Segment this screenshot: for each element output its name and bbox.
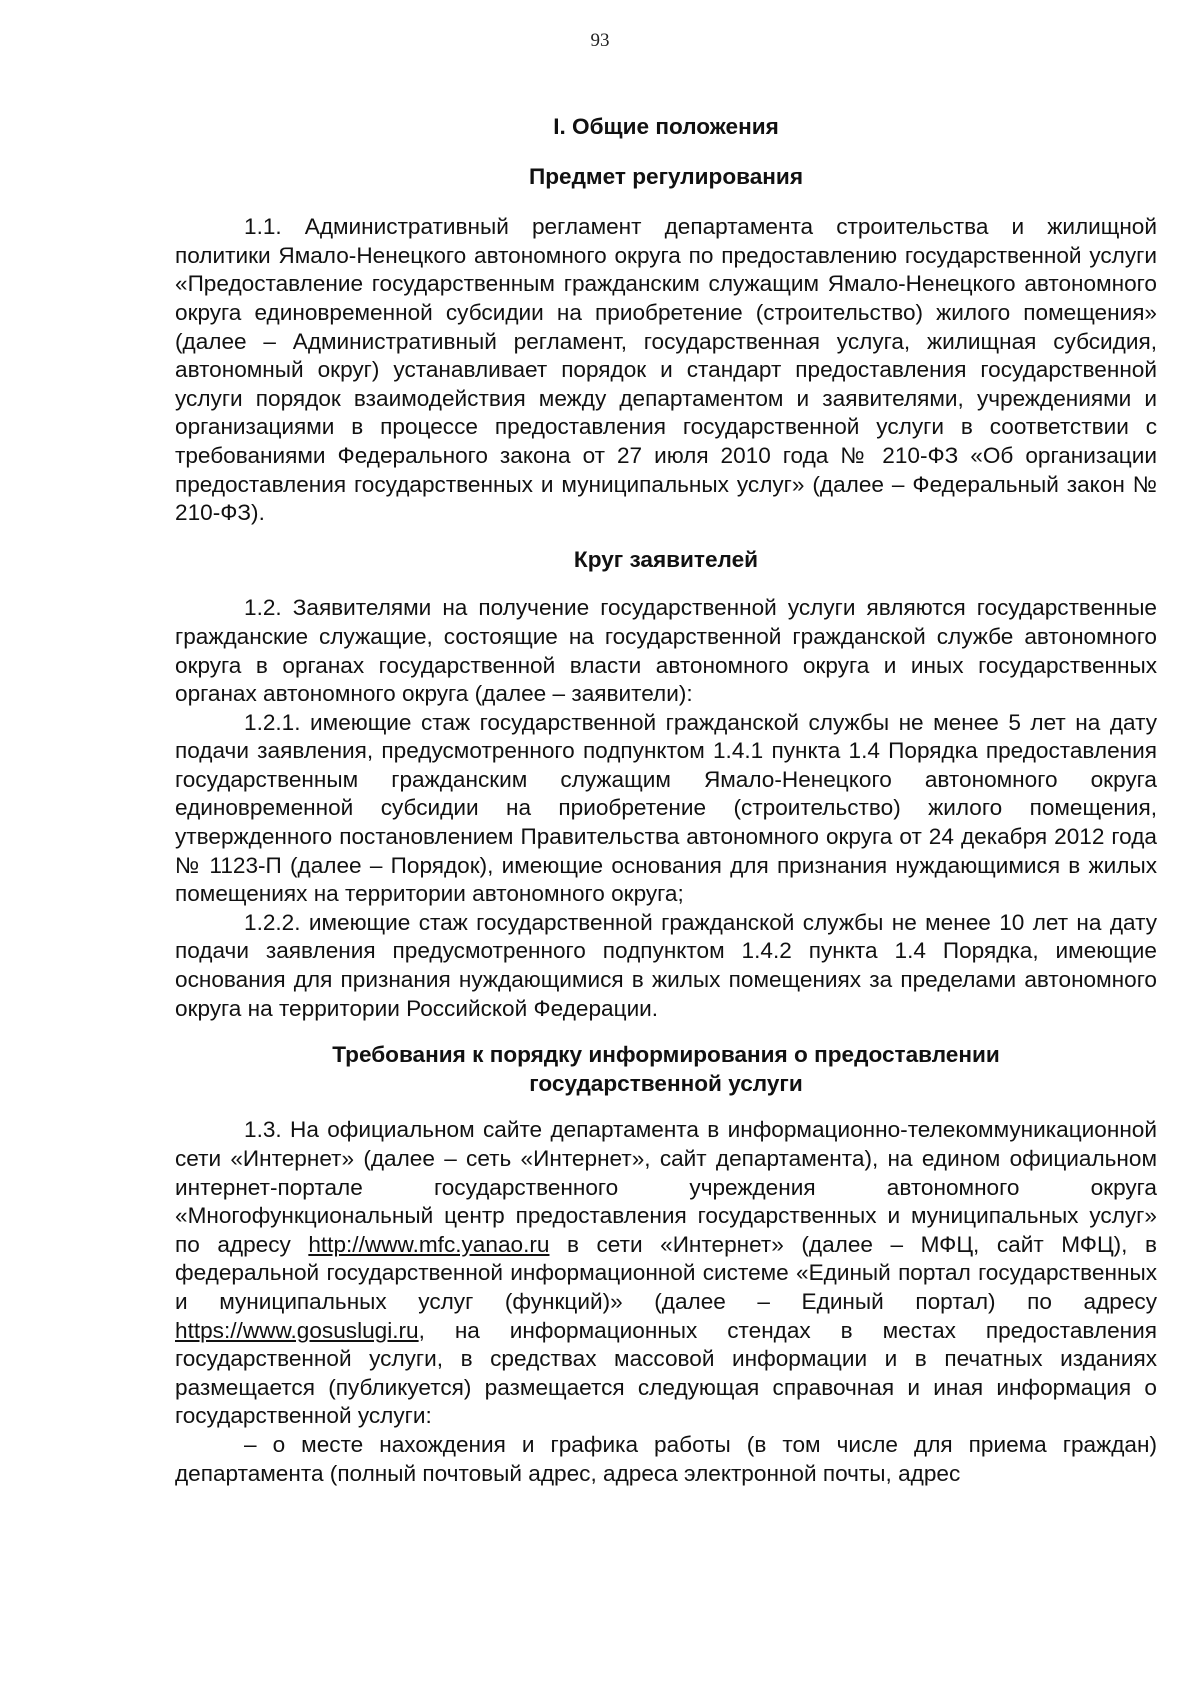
paragraph-1-3-text-c: , на информационных стендах в местах предоставления государственной услуги, в средствах массовой информации и в печатных изданиях размещается (публикуется) размещается следующая справочная и иная информация о государственной услуги: (175, 1317, 1157, 1429)
paragraph-1-2: 1.2. Заявителями на получение государственной услуги являются государственные гражданские служащие, состоящие на государственной гражданской службе автономного округа в органах государственной власти автономного округа и иных государственных органах автономного округа (далее – заявители): (175, 595, 1157, 707)
list-item-location-schedule: – о месте нахождения и графика работы (в том числе для приема граждан) департамента (полный почтовый адрес, адреса электронной почты, адрес (175, 1431, 1157, 1486)
heading-informing-line1: Требования к порядку информирования о предоставлении (332, 1042, 1000, 1068)
page-number: 93 (590, 30, 610, 51)
paragraph-1-2-1: 1.2.1. имеющие стаж государственной гражданской службы не менее 5 лет на дату подачи заявления, предусмотренного подпунктом 1.4.1 пункта 1.4 Порядка предоставления государственным гражданским служащим Ямало-Ненецкого автономного округа единовременной субсидии на приобретение (строительство) жилого помещения, утвержденного постановлением Правительства автономного округа от 24 декабря 2012 года № 1123-П (далее – Порядок), имеющие основания для признания нуждающимися в жилых помещениях на территории автономного округа; (175, 709, 1157, 907)
paragraph-1-2-2: 1.2.2. имеющие стаж государственной гражданской службы не менее 10 лет на дату подачи заявления предусмотренного подпунктом 1.4.2 пункта 1.4 Порядка, имеющие основания для признания нуждающимися в жилых помещениях за пределами автономного округа на территории Российской Федерации. (175, 909, 1157, 1021)
heading-applicants: Круг заявителей (573, 546, 759, 572)
section-title: I. Общие положения (553, 114, 779, 139)
document-body (175, 113, 1157, 1488)
mfc-site-link[interactable]: http://www.mfc.yanao.ru (308, 1231, 550, 1257)
heading-subject-of-regulation: Предмет регулирования (528, 163, 804, 189)
heading-informing-requirements (175, 1041, 1157, 1098)
paragraph-1-3 (175, 1116, 1157, 1431)
paragraph-1-1: 1.1. Административный регламент департамента строительства и жилищной политики Ямало-Ненецкого автономного округа по предоставлению государственной услуги «Предоставление государственным гражданским служащим Ямало-Ненецкого автономного округа единовременной субсидии на приобретение (строительство) жилого помещения» (далее – Административный регламент, государственная услуга, жилищная субсидия, автономный округ) устанавливает порядок и стандарт предоставления государственной услуги порядок взаимодействия между департаментом и заявителями, учреждениями и организациями в процессе предоставления государственной услуги в соответствии с требованиями Федерального закона от 27 июля 2010 года № 210-ФЗ «Об организации предоставления государственных и муниципальных услуг» (далее – Федеральный закон № 210-ФЗ). (175, 214, 1157, 526)
paragraph-1-3-text-b: в сети «Интернет» (далее – МФЦ, сайт МФЦ), в федеральной государственной информационной системе «Единый портал государственных и муниципальных услуг (функций)» (далее – Единый портал) по адресу (175, 1231, 1157, 1314)
gosuslugi-site-link[interactable]: https://www.gosuslugi.ru (175, 1317, 419, 1343)
heading-informing-line2: государственной услуги (529, 1070, 803, 1096)
paragraph-1-3-text-a: 1.3. На официальном сайте департамента в информационно-телекоммуникационной сети «Интернет» (далее – сеть «Интернет», сайт департамента), на едином официальном интернет-портале государственного учреждения автономного округа «Многофункциональный центр предоставления государственных и муниципальных услуг» по адресу (175, 1117, 1157, 1257)
